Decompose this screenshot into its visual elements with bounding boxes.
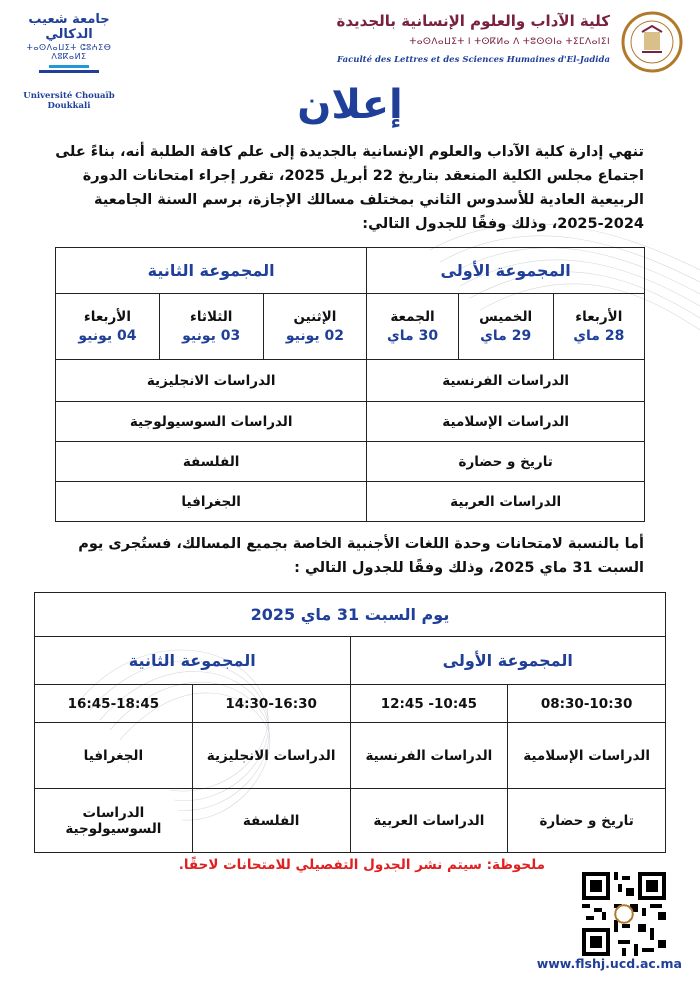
time-cell: 08:30-10:30: [508, 685, 666, 723]
university-name-fr: Université Chouaïb Doukkali: [23, 91, 115, 111]
faculty-name-fr: Faculté des Lettres et des Sciences Humaines d'El-Jadida: [337, 55, 610, 65]
intro-paragraph: تنهي إدارة كلية الآداب والعلوم الإنسانية بالجديدة إلى علم كافة الطلبة أنه، بناءً على اجتماع مجلس الكلية المنعقد بتاريخ 22 أبريل 2025، تقرر إجراء امتحانات الدورة الربيعية العادية للأسدوس الثاني بمختلف مسالك الإجازة، برسم السنة الجامعية 2024-2025، وذلك وفقًا للجدول التالي:: [55, 144, 644, 232]
subject-cell: تاريخ و حضارة: [367, 442, 645, 482]
subject-cell: الدراسات الانجليزية: [192, 723, 350, 789]
website-link[interactable]: www.flshj.ucd.ac.ma: [536, 956, 682, 971]
time-cell: 16:45-18:45: [35, 685, 193, 723]
subject-cell: الجغرافيا: [56, 482, 367, 522]
university-name-tifinagh: ⵜⴰⵙⴷⴰⵡⵉⵜ ⵛⵓⵄⵉⴱ ⴷⵓⴽⴰⵍⵉ: [26, 43, 112, 61]
subject-cell: الفلسفة: [56, 442, 367, 482]
table-row: [56, 402, 645, 442]
table-row: [35, 723, 666, 789]
subject-cell: الدراسات الإسلامية: [367, 402, 645, 442]
subject-cell: الدراسات الانجليزية: [56, 360, 367, 402]
university-name-ar: جامعة شعيب الدكالي: [28, 12, 110, 42]
day-cell: الأربعاء 28 ماي: [553, 294, 644, 360]
page-title: إعلان: [297, 82, 403, 128]
day-cell: الجمعة 30 ماي: [367, 294, 458, 360]
group1-header: المجموعة الأولى: [350, 637, 666, 685]
table-row: [35, 789, 666, 853]
exam-schedule-table: [55, 247, 645, 522]
subject-cell: تاريخ و حضارة: [508, 789, 666, 853]
table-row: [56, 442, 645, 482]
day-cell: الإثنين 02 يونيو: [263, 294, 367, 360]
languages-schedule-table: [34, 592, 666, 853]
day-cell: الخميس 29 ماي: [458, 294, 553, 360]
qr-code-icon: [582, 872, 666, 956]
subject-cell: الفلسفة: [192, 789, 350, 853]
day-header: يوم السبت 31 ماي 2025: [35, 593, 666, 637]
faculty-logo: [328, 8, 688, 68]
group1-header: المجموعة الأولى: [367, 248, 645, 294]
languages-paragraph: أما بالنسبة لامتحانات وحدة اللغات الأجنبية الخاصة بجميع المسالك، فستُجرى يوم السبت 31 ماي 2025، وذلك وفقًا للجدول التالي :: [78, 536, 644, 576]
subject-cell: الدراسات الفرنسية: [350, 723, 508, 789]
time-cell: 10:45- 12:45: [350, 685, 508, 723]
faculty-name-ar: كلية الآداب والعلوم الإنسانية بالجديدة: [336, 12, 610, 30]
table-row: [56, 360, 645, 402]
subject-cell: الدراسات الإسلامية: [508, 723, 666, 789]
faculty-name-tifinagh: ⵜⴰⵙⴷⴰⵡⵉⵜ ⵏ ⵜⵙⴽⵍⴰ ⴷ ⵜⵓⵙⵙⵏⴰ ⵜⵉⵎⴷⴰⵏⵉⵏ: [409, 37, 610, 47]
time-cell: 14:30-16:30: [192, 685, 350, 723]
university-logo-icon: [19, 63, 119, 77]
note-text: ملحوظة: سيتم نشر الجدول التفصيلي للامتحانات لاحقًا.: [178, 857, 545, 873]
subject-cell: الدراسات الفرنسية: [367, 360, 645, 402]
group2-header: المجموعة الثانية: [56, 248, 367, 294]
subject-cell: الدراسات السوسيولوجية: [56, 402, 367, 442]
subject-cell: الدراسات العربية: [350, 789, 508, 853]
day-cell: الثلاثاء 03 يونيو: [159, 294, 263, 360]
group2-header: المجموعة الثانية: [35, 637, 351, 685]
subject-cell: الدراسات العربية: [367, 482, 645, 522]
table-row: [56, 482, 645, 522]
day-cell: الأربعاء 04 يونيو: [56, 294, 160, 360]
subject-cell: الدراسات السوسيولوجية: [35, 789, 193, 853]
faculty-seal-icon: [620, 10, 684, 74]
subject-cell: الجغرافيا: [35, 723, 193, 789]
